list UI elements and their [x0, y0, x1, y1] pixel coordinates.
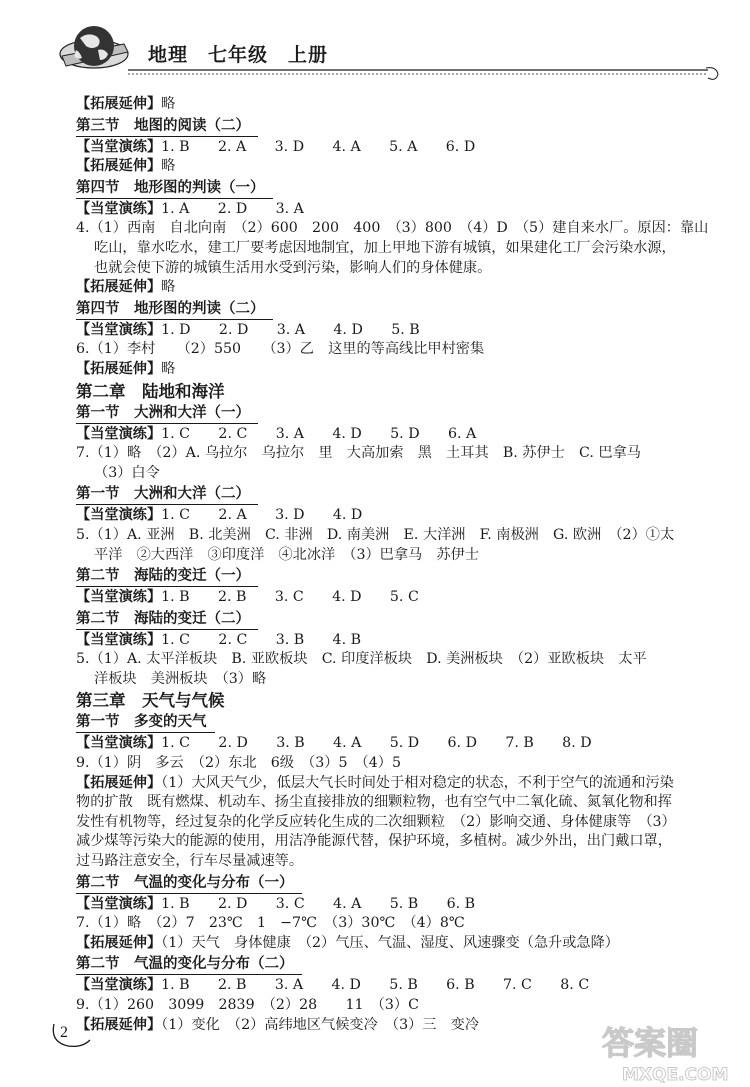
- answer-line: [76, 321, 726, 341]
- answer-line: [76, 526, 726, 546]
- section-heading: 第二节 气温的变化与分布（一）: [76, 874, 302, 894]
- answer-line: [76, 754, 726, 774]
- answer-text: 略: [161, 96, 176, 112]
- answer-line: [76, 631, 726, 651]
- answer-text: 平洋 ②大西洋 ③印度洋 ④北冰洋 （3）巴拿马 苏伊士: [94, 546, 479, 563]
- answer-line: [76, 340, 726, 360]
- answer-line: [76, 813, 726, 833]
- answer-text: 物的扩散 既有燃煤、机动车、扬尘直接排放的细颗粒物，也有空气中二氧化硫、氮氧化物和挥: [76, 794, 672, 811]
- section-heading: 第二节 海陆的变迁（二）: [76, 610, 258, 630]
- chapter-heading: 第三章 天气与气候: [76, 691, 225, 711]
- answer-text: 过马路注意安全，行车尽量减速等。: [76, 853, 304, 870]
- watermark-logo: [598, 1020, 748, 1086]
- answer-line: [76, 895, 726, 915]
- answer-label: 【拓展延伸】: [76, 934, 162, 951]
- answer-label: 【当堂演练】: [76, 589, 162, 606]
- answer-line: [76, 278, 726, 298]
- section-heading: 第一节 多变的天气: [76, 713, 215, 733]
- answer-label: 【当堂演练】: [76, 425, 162, 442]
- answer-text: 1. B 2. B 3. C 4. D 5. C: [161, 589, 419, 606]
- answer-text: 5.（1）A. 亚洲 B. 北美洲 C. 非洲 D. 南美洲 E. 大洋洲 F. 南极洲 G. 欧洲 （2）①太: [76, 526, 675, 543]
- answer-text: 1. D 2. D 3. A 4. D 5. B: [161, 321, 420, 338]
- answer-line: [76, 138, 726, 158]
- answer-text: 略: [161, 279, 176, 296]
- answer-text: 6.（1）李村 （2）550 （3）乙 这里的等高线比甲村密集: [76, 341, 485, 358]
- answer-line: [76, 546, 726, 566]
- answer-text: 1. C 2. D 3. B 4. A 5. D 6. D 7. B 8. D: [161, 735, 592, 752]
- answer-text: 1. B 2. A 3. D 4. A 5. A 6. D: [161, 138, 476, 155]
- answer-text: 1. C 2. C 3. A 4. D 5. D 6. A: [161, 425, 477, 442]
- answer-line: [76, 976, 726, 996]
- answer-label: 【拓展延伸】: [76, 360, 162, 377]
- answer-line: [76, 670, 726, 690]
- section-heading: 第二节 气温的变化与分布（二）: [76, 955, 302, 975]
- answer-text: （1）变化 （2）高纬地区气候变冷 （3）三 变冷: [161, 1016, 480, 1033]
- section-heading: 第三节 地图的阅读（二）: [76, 117, 258, 137]
- answer-label: 【拓展延伸】: [76, 774, 162, 791]
- answer-label: 【当堂演练】: [76, 631, 162, 648]
- answer-label: 【拓展延伸】: [76, 1016, 162, 1033]
- section-heading: 第四节 地形图的判读（二）: [76, 300, 273, 320]
- answer-line: [76, 734, 726, 754]
- answer-line: [76, 464, 726, 484]
- chapter-heading: 第二章 陆地和海洋: [76, 381, 225, 401]
- answer-content: [76, 95, 726, 1035]
- answer-line: [76, 425, 726, 445]
- section-heading: 第一节 大洲和大洋（一）: [76, 404, 258, 424]
- answer-text: 1. C 2. A 3. D 4. D: [161, 507, 363, 524]
- answer-text: 也就会使下游的城镇生活用水受到污染，影响人们的身体健康。: [94, 259, 492, 276]
- answer-text: （1）天气 身体健康 （2）气压、气温、湿度、风速骤变（急升或急降）: [161, 934, 619, 951]
- answer-line: [76, 774, 726, 794]
- header-title: 地理 七年级 上册: [148, 44, 329, 66]
- answer-text: （1）大风天气少，低层大气长时间处于相对稳定的状态，不利于空气的流通和污染: [161, 774, 674, 791]
- answer-line: [76, 588, 726, 608]
- answer-label: 【拓展延伸】: [76, 158, 162, 175]
- answer-label: 【当堂演练】: [76, 321, 162, 338]
- answer-text: 1. B 2. D 3. C 4. A 5. B 6. B: [161, 895, 476, 912]
- answer-text: 略: [161, 158, 176, 175]
- answer-text: 吃山，靠水吃水，建工厂要考虑因地制宜，加上甲地下游有城镇，如果建化工厂会污染水源，: [94, 239, 676, 256]
- page-header: [0, 0, 750, 95]
- answer-line: [76, 259, 726, 279]
- section-heading: 第二节 海陆的变迁（一）: [76, 567, 258, 587]
- answer-text: 4.（1）西南 自北向南 （2）600 200 400 （3）800 （4）D （5）建自来水厂。原因：靠山: [76, 220, 709, 237]
- answer-text: 9.（1）阴 多云 （2）东北 6级 （3）5 （4）5: [76, 755, 401, 772]
- answer-label: 【当堂演练】: [76, 735, 162, 752]
- answer-text: 1. A 2. D 3. A: [161, 200, 304, 217]
- answer-text: 略: [161, 360, 176, 377]
- answer-text: （3）白令: [94, 464, 160, 481]
- section-heading: 第一节 大洲和大洋（二）: [76, 485, 258, 505]
- answer-line: [76, 239, 726, 259]
- answer-label: 【拓展延伸】: [76, 279, 162, 296]
- answer-line: [76, 852, 726, 872]
- answer-label: 【当堂演练】: [76, 507, 162, 524]
- answer-line: [76, 934, 726, 954]
- answer-line: [76, 832, 726, 852]
- answer-label: 【当堂演练】: [76, 138, 162, 155]
- answer-label: 【当堂演练】: [76, 200, 162, 217]
- header-rule: [128, 66, 728, 84]
- answer-line: [76, 95, 726, 115]
- answer-line: [76, 444, 726, 464]
- answer-label: 【当堂演练】: [76, 895, 162, 912]
- answer-line: [76, 650, 726, 670]
- answer-line: [76, 360, 726, 380]
- answer-label: 【拓展延伸】: [76, 96, 162, 112]
- answer-text: 1. B 2. B 3. A 4. D 5. B 6. B 7. C 8. C: [161, 977, 590, 994]
- answer-text: 9.（1）260 3099 2839 （2）28 11 （3）C: [76, 997, 419, 1013]
- globe-icon: [58, 22, 130, 80]
- answer-line: [76, 219, 726, 239]
- answer-text: 减少煤等污染大的能源的使用，用洁净能源代替，保护环境，多植树。减少外出，出门戴口罩，: [76, 833, 672, 850]
- answer-line: [76, 793, 726, 813]
- page-number: 2: [60, 1024, 68, 1041]
- answer-text: 5.（1）A. 太平洋板块 B. 亚欧板块 C. 印度洋板块 D. 美洲板块 （2）亚欧板块 太平: [76, 651, 647, 668]
- answer-line: [76, 506, 726, 526]
- answer-label: 【当堂演练】: [76, 977, 162, 994]
- watermark-url: MXQE.COM: [622, 1065, 729, 1085]
- answer-text: 洋板块 美洲板块 （3）略: [94, 670, 267, 687]
- answer-line: [76, 996, 726, 1016]
- answer-line: [76, 914, 726, 934]
- watermark-text: 答案圈: [602, 1024, 699, 1062]
- answer-text: 7.（1）略 （2）7 23℃ 1 −7℃ （3）30℃ （4）8℃: [76, 915, 465, 932]
- answer-text: 发性有机物等，经过复杂的化学反应转化生成的二次细颗粒 （2）影响交通、身体健康等 （3）: [76, 813, 676, 830]
- section-heading: 第四节 地形图的判读（一）: [76, 179, 273, 199]
- answer-line: [76, 200, 726, 220]
- answer-text: 7.（1）略 （2）A. 乌拉尔 乌拉尔 里 大高加索 黑 土耳其 B. 苏伊士 C. 巴拿马: [76, 445, 641, 462]
- answer-text: 1. C 2. C 3. B 4. B: [161, 631, 362, 648]
- answer-line: [76, 157, 726, 177]
- page-number-curve: [50, 1020, 100, 1050]
